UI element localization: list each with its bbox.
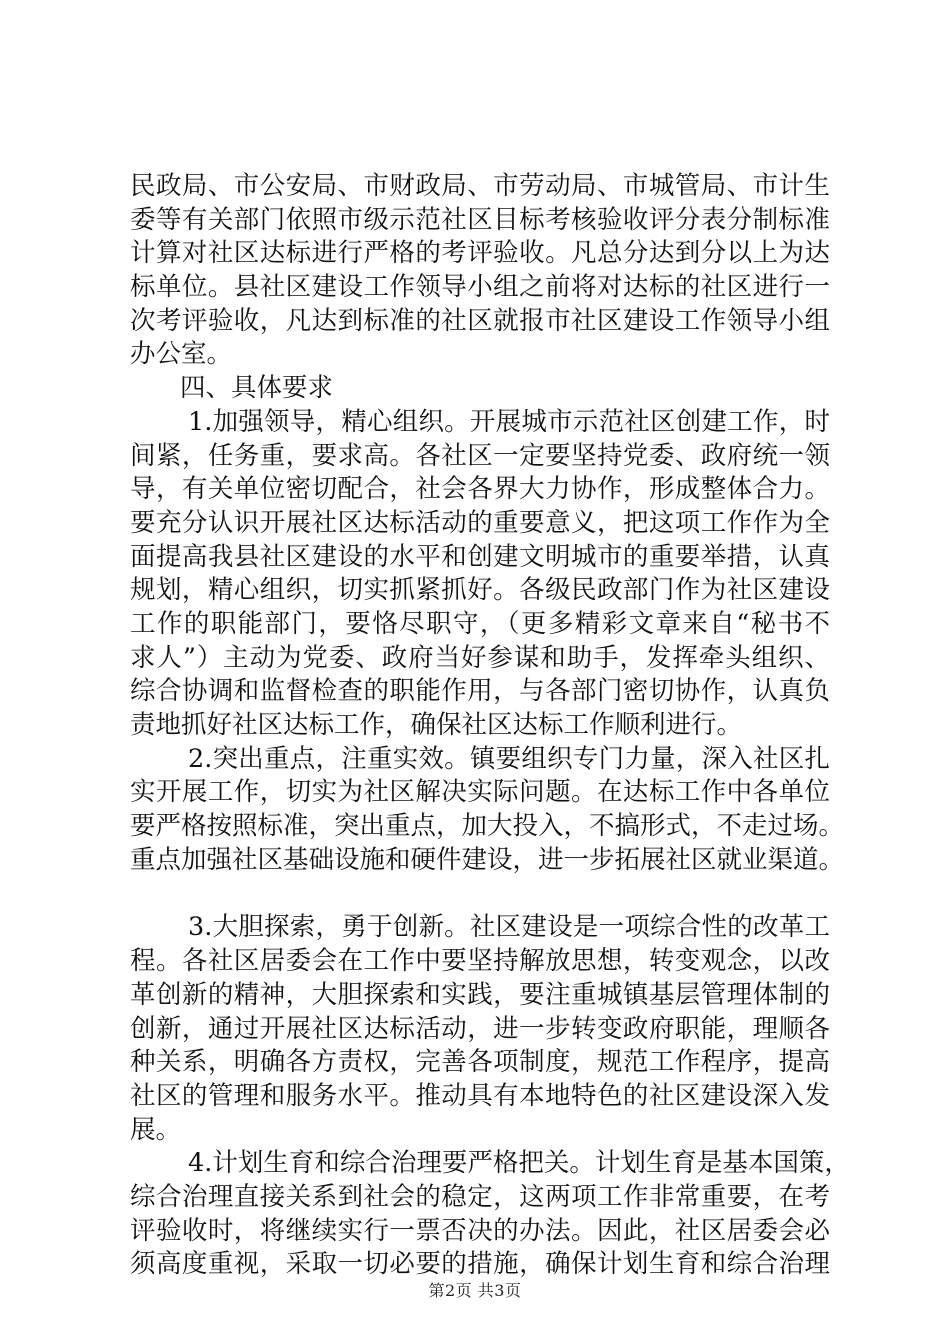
text-line: 求人”）主动为党委、政府当好参谋和助手，发挥牵头组织、 <box>130 642 830 673</box>
text-line: 民政局、市公安局、市财政局、市劳动局、市城管局、市计生 <box>130 171 830 201</box>
text-line: 委等有关部门依照市级示范社区目标考核验收评分表分制标准 <box>130 204 830 235</box>
section-heading: 四、具体要求 <box>180 373 334 404</box>
text-line: 种关系，明确各方责权，完善各项制度，规范工作程序，提高 <box>130 1047 830 1078</box>
text-line: 办公室。 <box>130 339 233 370</box>
text-line: 创新，通过开展社区达标活动，进一步转变政府职能，理顺各 <box>130 1013 830 1044</box>
document-body <box>130 170 850 1282</box>
text-line: 工作的职能部门，要恪尽职守，（更多精彩文章来自“秘书不 <box>130 608 830 639</box>
text-line: 标单位。县社区建设工作领导小组之前将对达标的社区进行一 <box>130 272 830 303</box>
page-number-footer: 第2页 共3页 <box>428 1281 522 1300</box>
paragraph-first-line: 3.大胆探索，勇于创新。社区建设是一项综合性的改革工 <box>188 912 830 943</box>
text-line: 要充分认识开展社区达标活动的重要意义，把这项工作作为全 <box>130 507 830 538</box>
text-line: 实开展工作，切实为社区解决实际问题。在达标工作中各单位 <box>130 777 830 808</box>
text-line: 要严格按照标准，突出重点，加大投入，不搞形式，不走过场。 <box>130 811 845 842</box>
text-line: 综合协调和监督检查的职能作用，与各部门密切协作，认真负 <box>130 676 830 707</box>
text-line: 评验收时，将继续实行一票否决的办法。因此，社区居委会必 <box>130 1215 830 1246</box>
text-line: 间紧，任务重，要求高。各社区一定要坚持党委、政府统一领 <box>130 440 830 471</box>
text-line: 计算对社区达标进行严格的考评验收。凡总分达到分以上为达 <box>130 238 830 269</box>
paragraph-first-line: 1.加强领导，精心组织。开展城市示范社区创建工作，时 <box>188 406 830 437</box>
text-line: 社区的管理和服务水平。推动具有本地特色的社区建设深入发 <box>130 1080 830 1111</box>
text-line: 导，有关单位密切配合，社会各界大力协作，形成整体合力。 <box>130 474 830 505</box>
paragraph-first-line: 2.突出重点，注重实效。镇要组织专门力量，深入社区扎 <box>188 743 830 774</box>
text-line: 须高度重视，采取一切必要的措施，确保计划生育和综合治理 <box>130 1249 830 1280</box>
blank-line <box>130 877 830 911</box>
text-line: 展。 <box>130 1114 182 1145</box>
text-line: 责地抓好社区达标工作，确保社区达标工作顺利进行。 <box>130 710 743 740</box>
paragraph-first-line: 4.计划生育和综合治理要严格把关。计划生育是基本国策， <box>188 1148 850 1179</box>
text-line: 重点加强社区基础设施和硬件建设，进一步拓展社区就业渠道。 <box>130 844 845 875</box>
text-line: 规划，精心组织，切实抓紧抓好。各级民政部门作为社区建设 <box>130 575 830 606</box>
text-line: 革创新的精神，大胆探索和实践，要注重城镇基层管理体制的 <box>130 979 830 1010</box>
text-line: 综合治理直接关系到社会的稳定，这两项工作非常重要，在考 <box>130 1181 830 1212</box>
text-line: 面提高我县社区建设的水平和创建文明城市的重要举措，认真 <box>130 541 830 572</box>
text-line: 次考评验收，凡达到标准的社区就报市社区建设工作领导小组 <box>130 305 830 336</box>
text-line: 程。各社区居委会在工作中要坚持解放思想，转变观念，以改 <box>130 946 830 977</box>
